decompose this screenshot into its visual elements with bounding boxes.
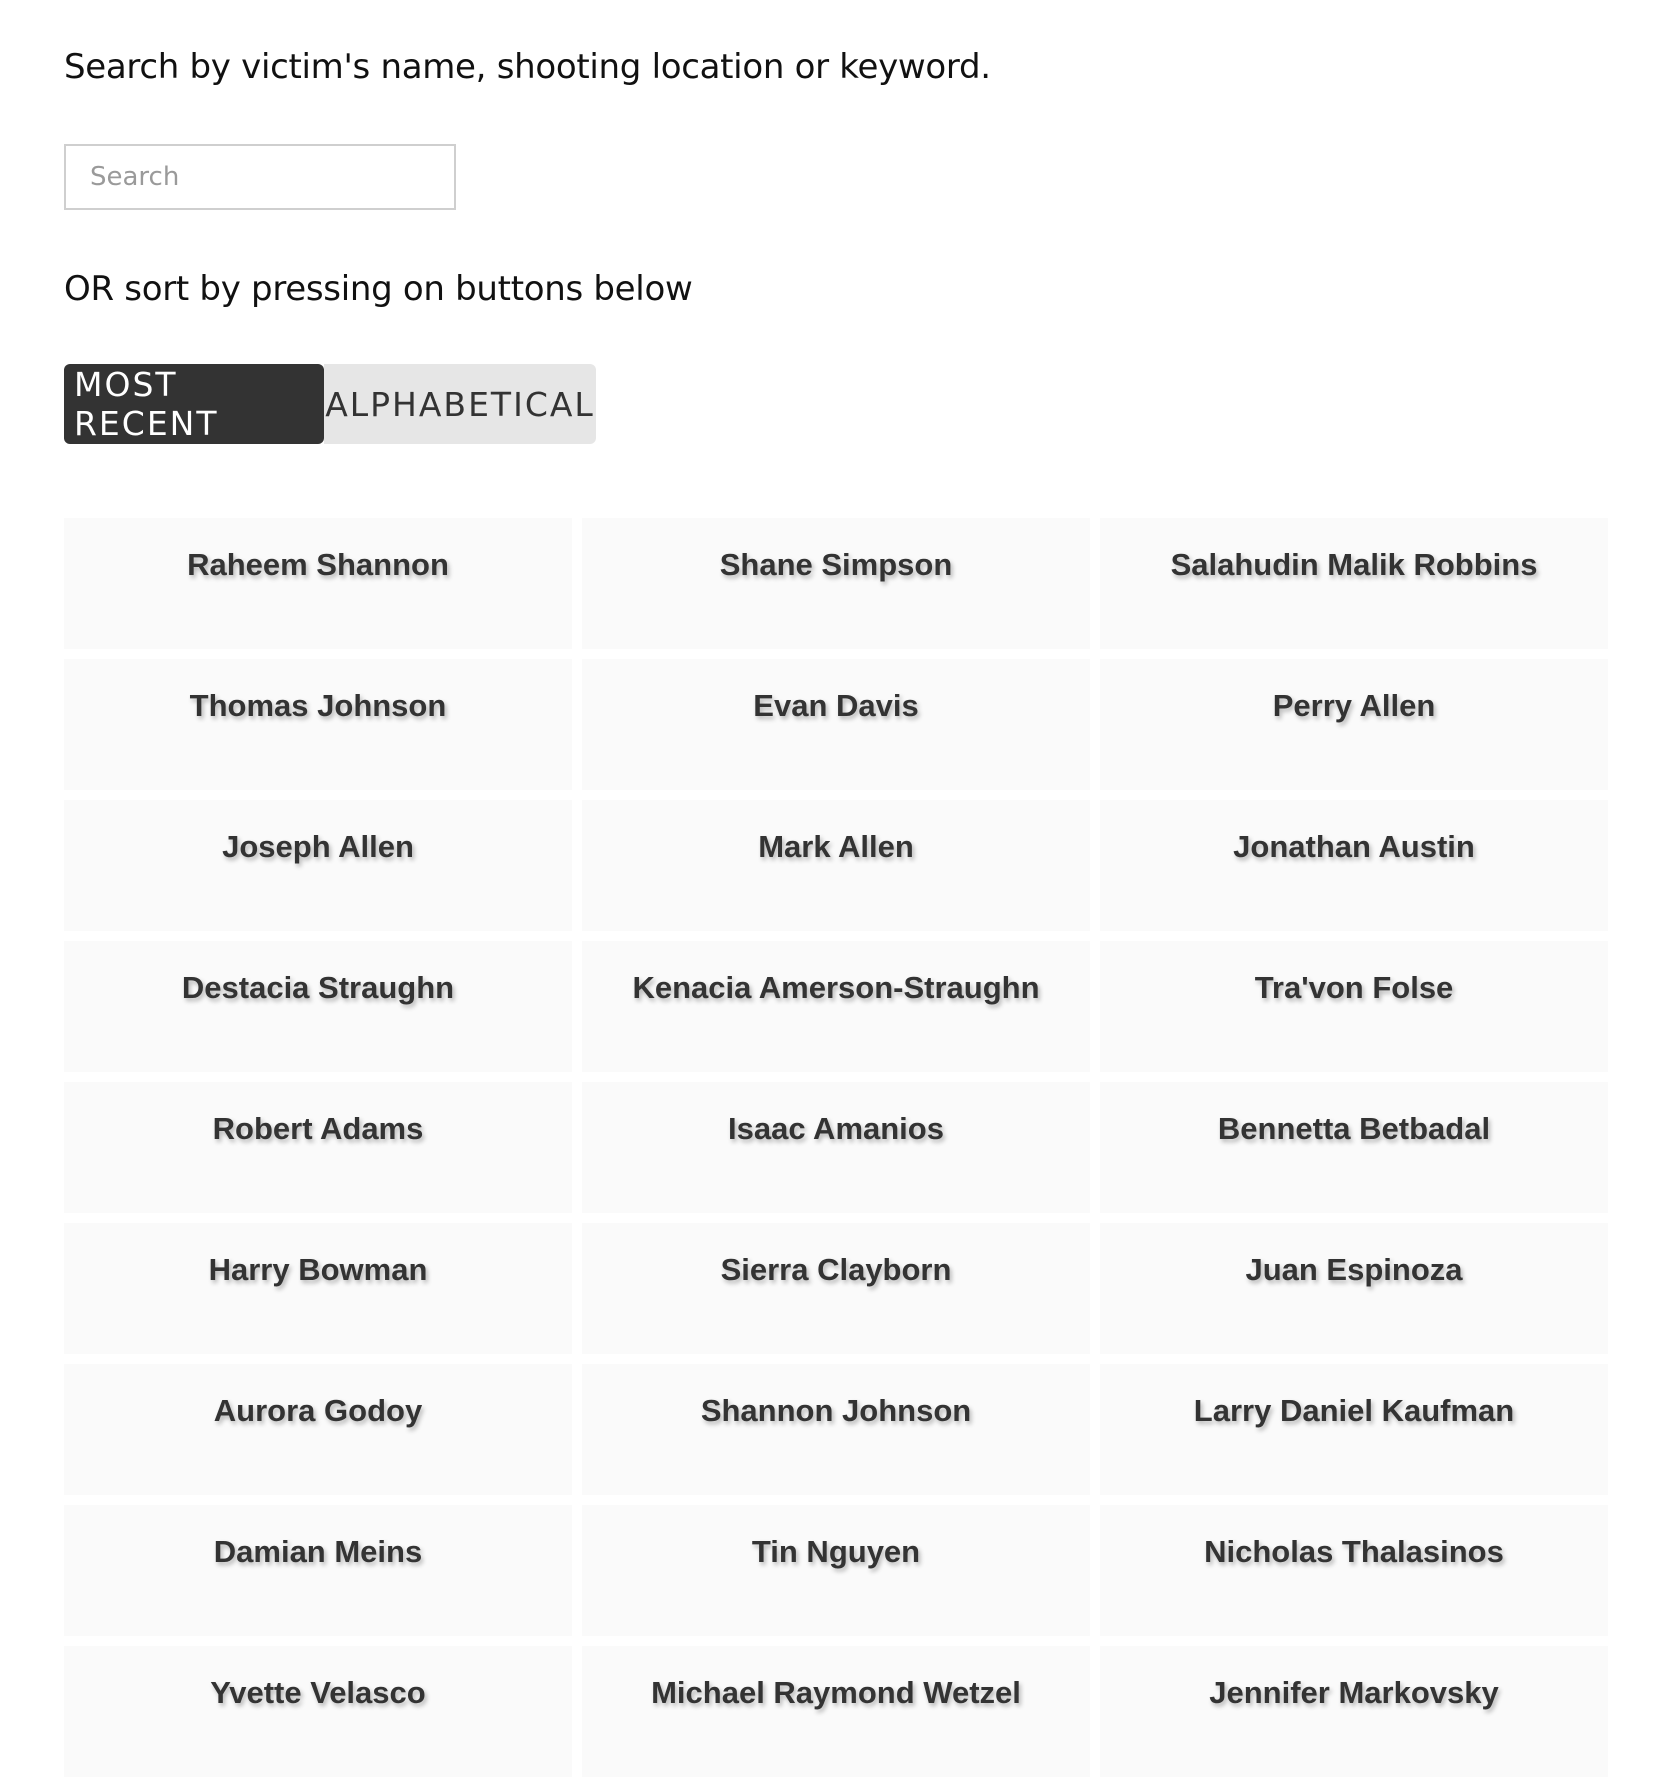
- victim-card[interactable]: [1100, 1646, 1608, 1777]
- victim-card[interactable]: [582, 518, 1090, 649]
- victim-card[interactable]: [1100, 800, 1608, 931]
- victim-card[interactable]: [582, 1223, 1090, 1354]
- victim-card[interactable]: [582, 659, 1090, 790]
- victim-card[interactable]: [582, 1505, 1090, 1636]
- victim-card[interactable]: [1100, 941, 1608, 1072]
- victim-name: Thomas Johnson: [189, 688, 447, 723]
- victim-card[interactable]: [1100, 1223, 1608, 1354]
- search-instructions: Search by victim's name, shooting location or keyword.: [64, 47, 991, 87]
- victim-card[interactable]: [64, 1364, 572, 1495]
- victim-name: Jonathan Austin: [1233, 829, 1475, 864]
- victim-grid: [64, 518, 1616, 1777]
- victim-name: Bennetta Betbadal: [1217, 1111, 1491, 1146]
- victim-name: Aurora Godoy: [213, 1393, 423, 1428]
- victim-card[interactable]: [582, 800, 1090, 931]
- victim-name: Robert Adams: [212, 1111, 424, 1146]
- victim-name: Michael Raymond Wetzel: [651, 1675, 1021, 1710]
- victim-name: Isaac Amanios: [728, 1111, 944, 1146]
- victim-card[interactable]: [1100, 1082, 1608, 1213]
- victim-card[interactable]: [64, 1646, 572, 1777]
- victim-name: Tra'von Folse: [1254, 970, 1454, 1005]
- victim-card[interactable]: [64, 1223, 572, 1354]
- victim-name: Nicholas Thalasinos: [1204, 1534, 1504, 1569]
- victim-name: Mark Allen: [758, 829, 914, 864]
- victim-card[interactable]: [582, 1082, 1090, 1213]
- victim-name: Harry Bowman: [208, 1252, 428, 1287]
- search-input[interactable]: [64, 144, 456, 210]
- search-panel: [64, 0, 1614, 444]
- victim-name: Evan Davis: [753, 688, 919, 723]
- victim-card[interactable]: [64, 659, 572, 790]
- sort-alphabetical-button[interactable]: ALPHABETICAL: [324, 364, 596, 444]
- victim-card[interactable]: [64, 941, 572, 1072]
- victim-name: Larry Daniel Kaufman: [1193, 1393, 1515, 1428]
- victim-name: Perry Allen: [1272, 688, 1436, 723]
- victim-card[interactable]: [1100, 659, 1608, 790]
- victim-name: Jennifer Markovsky: [1209, 1675, 1499, 1710]
- victim-name: Destacia Straughn: [181, 970, 455, 1005]
- victim-name: Shane Simpson: [719, 547, 953, 582]
- victim-name: Raheem Shannon: [187, 547, 449, 582]
- victim-card[interactable]: [582, 1646, 1090, 1777]
- victim-name: Sierra Clayborn: [720, 1252, 952, 1287]
- victim-name: Yvette Velasco: [210, 1675, 426, 1710]
- victim-card[interactable]: [64, 1505, 572, 1636]
- victim-card[interactable]: [582, 941, 1090, 1072]
- victim-card[interactable]: [1100, 1505, 1608, 1636]
- victim-name: Tin Nguyen: [751, 1534, 921, 1569]
- victim-card[interactable]: [64, 1082, 572, 1213]
- victim-name: Shannon Johnson: [700, 1393, 972, 1428]
- victim-card[interactable]: [1100, 518, 1608, 649]
- sort-button-group: [64, 364, 1614, 444]
- sort-most-recent-button[interactable]: MOST RECENT: [64, 364, 324, 444]
- victim-name: Damian Meins: [213, 1534, 423, 1569]
- sort-instructions: OR sort by pressing on buttons below: [64, 269, 693, 309]
- victim-name: Joseph Allen: [222, 829, 414, 864]
- victim-name: Kenacia Amerson-Straughn: [632, 970, 1040, 1005]
- victim-card[interactable]: [64, 518, 572, 649]
- victim-name: Juan Espinoza: [1245, 1252, 1463, 1287]
- victim-card[interactable]: [1100, 1364, 1608, 1495]
- victim-card[interactable]: [582, 1364, 1090, 1495]
- victim-card[interactable]: [64, 800, 572, 931]
- victim-name: Salahudin Malik Robbins: [1170, 547, 1538, 582]
